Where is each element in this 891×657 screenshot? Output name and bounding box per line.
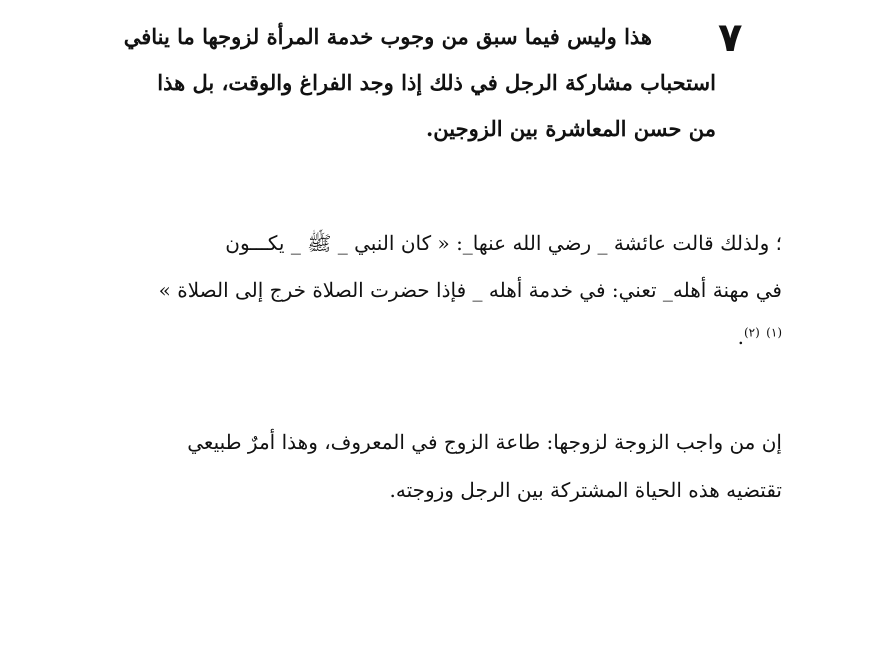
closing-period: . [737,325,744,349]
hadith-paragraph [110,220,782,361]
hadith-paragraph-line-1: ؛ ولذلك قالت عائشة _ رضي الله عنها_: « كان النبي _ ﷺ _ يكـــون [225,231,782,255]
hadith-paragraph-line-2: في مهنة أهله_ تعني: في خدمة أهله _ فإذا حضرت الصلاة خرج إلى الصلاة » [158,278,782,302]
bold-paragraph [110,14,716,152]
bold-paragraph-line-1 [110,14,716,60]
bold-paragraph-line-2: استحباب مشاركة الرجل في ذلك إذا وجد الفراغ والوقت، بل هذا [157,70,716,95]
plain-paragraph [110,418,782,514]
plain-paragraph-line-2: تقتضيه هذه الحياة المشتركة بين الرجل وزوجته. [389,478,782,502]
plain-paragraph-line-1: إن من واجب الزوجة لزوجها: طاعة الزوج في المعروف، وهذا أمرٌ طبيعي [187,430,782,454]
bold-line-1-text: هذا وليس فيما سبق من وجوب خدمة المرأة لزوجها ما ينافي [123,24,652,49]
footnote-marker-2: (٢) [743,325,760,340]
hadith-paragraph-line-3 [110,314,782,361]
bold-paragraph-line-3: من حسن المعاشرة بين الزوجين. [425,116,716,141]
footnote-marker-1: (١) [766,325,782,340]
item-number: ٧ [718,15,743,61]
